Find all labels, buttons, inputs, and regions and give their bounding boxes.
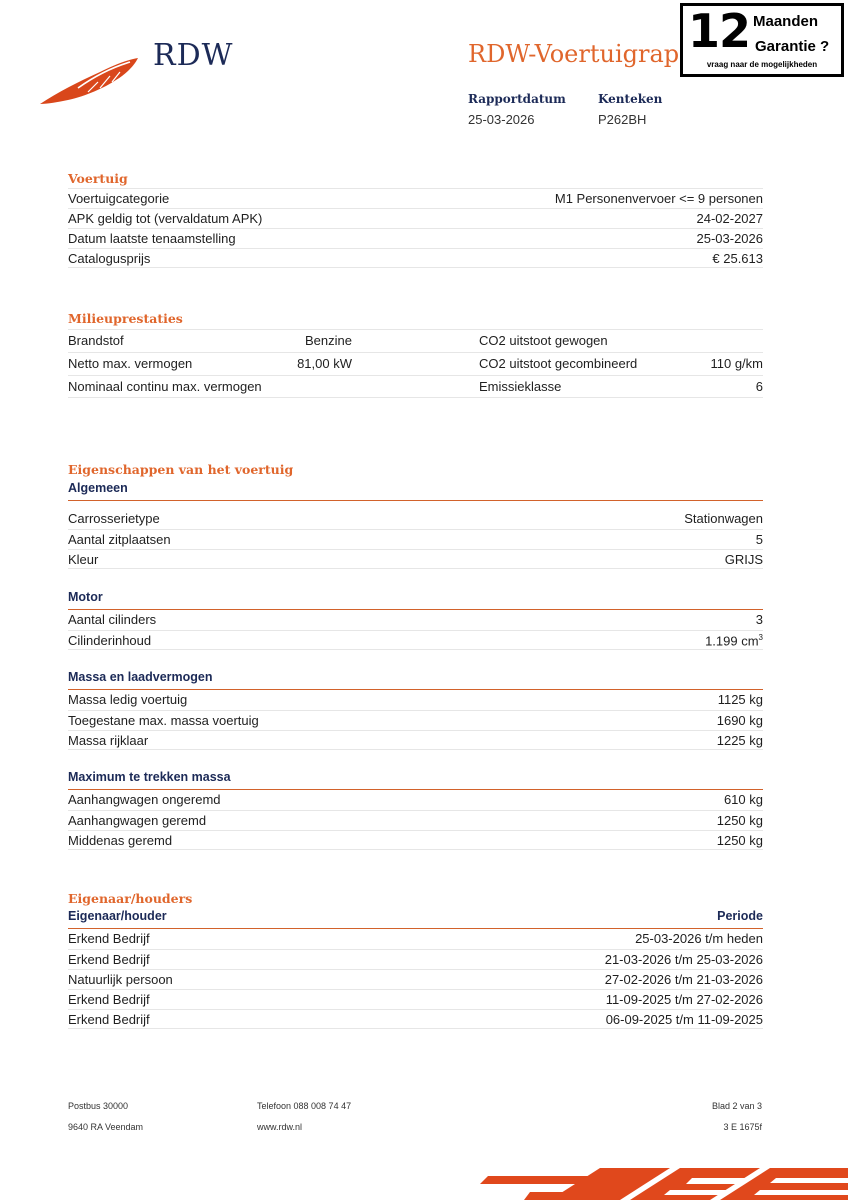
row-label: Middenas geremd	[68, 833, 173, 848]
table-row	[68, 529, 763, 549]
table-row	[68, 375, 763, 398]
row-label: Aantal zitplaatsen	[68, 532, 171, 547]
row-label: Catalogusprijs	[68, 251, 151, 266]
badge-line1: Maanden	[753, 13, 819, 30]
row-label: Toegestane max. massa voertuig	[68, 713, 259, 728]
row-value: € 25.613	[712, 251, 763, 266]
row-value: 5	[755, 532, 763, 547]
kenteken-value: P262BH	[598, 112, 647, 127]
row-label: Aantal cilinders	[68, 612, 157, 627]
row-value: 1250 kg	[716, 833, 763, 848]
report-title: RDW-Voertuigrap	[468, 40, 680, 68]
rapportdatum-value: 25-03-2026	[468, 112, 535, 127]
row-value: 110 g/km	[710, 356, 763, 371]
row-value: 6	[755, 379, 763, 394]
subheading-motor	[68, 590, 763, 610]
section-eigenaar: Eigenaar/houders	[68, 891, 193, 906]
row-label: Voertuigcategorie	[68, 191, 170, 206]
table-row	[68, 710, 763, 730]
row-label: CO2 uitstoot gecombineerd	[479, 356, 638, 371]
table-row	[68, 690, 763, 710]
section-milieuprestaties: Milieuprestaties	[68, 311, 183, 326]
table-row	[68, 969, 763, 989]
decorative-stripes-icon	[470, 1160, 848, 1200]
kenteken-label: Kenteken	[598, 92, 663, 106]
table-row	[68, 949, 763, 969]
footer-city: 9640 RA Veendam	[68, 1122, 144, 1132]
warranty-badge	[680, 3, 844, 77]
row-label: Cilinderinhoud	[68, 633, 152, 648]
badge-line3: vraag naar de mogelijkheden	[706, 60, 818, 69]
row-label: APK geldig tot (vervaldatum APK)	[68, 211, 263, 226]
rdw-logo	[38, 38, 238, 110]
rdw-feather-icon	[38, 52, 140, 108]
row-value: 3	[755, 612, 763, 627]
table-row	[68, 610, 763, 630]
footer-postbus: Postbus 30000	[68, 1101, 129, 1111]
table-row	[68, 1009, 763, 1029]
row-value-with-sup	[705, 633, 763, 648]
row-label: CO2 uitstoot gewogen	[479, 333, 608, 348]
row-value: Stationwagen	[684, 511, 763, 526]
badge-line2: Garantie ?	[755, 38, 830, 55]
row-value: 11-09-2025 t/m 27-02-2026	[605, 992, 763, 1007]
row-value: 27-02-2026 t/m 21-03-2026	[604, 972, 763, 987]
badge-number: 12	[688, 4, 751, 58]
table-row	[68, 248, 763, 268]
row-value: 610 kg	[723, 792, 763, 807]
row-value: 1690 kg	[716, 713, 763, 728]
row-value: 1225 kg	[716, 733, 763, 748]
row-label: Aanhangwagen ongeremd	[68, 792, 221, 807]
row-value: 25-03-2026	[696, 231, 763, 246]
table-row	[68, 790, 763, 810]
table-row	[68, 989, 763, 1009]
column-header-eigenaar: Eigenaar/houder	[68, 909, 167, 923]
section-voertuig: Voertuig	[68, 171, 128, 186]
footer-phone: Telefoon 088 008 74 47	[257, 1101, 352, 1111]
table-row	[68, 730, 763, 750]
row-value: 1125 kg	[717, 692, 763, 707]
row-label: Netto max. vermogen	[68, 356, 193, 371]
table-row	[68, 830, 763, 850]
subheading-trekken	[68, 770, 763, 790]
footer-page: Blad 2 van 3	[711, 1101, 762, 1111]
subheading-label: Motor	[68, 590, 103, 604]
row-value: M1 Personenvervoer <= 9 personen	[554, 191, 763, 206]
row-value: 81,00 kW	[297, 356, 352, 371]
row-label: Natuurlijk persoon	[68, 972, 173, 987]
row-label: Kleur	[68, 552, 99, 567]
row-value: 06-09-2025 t/m 11-09-2025	[605, 1012, 763, 1027]
kenteken-block	[598, 92, 662, 127]
subheading-label: Maximum te trekken massa	[68, 770, 231, 784]
table-row	[68, 208, 763, 228]
table-row	[68, 352, 763, 375]
row-label: Carrosserietype	[68, 511, 160, 526]
section-eigenschappen: Eigenschappen van het voertuig	[68, 462, 294, 477]
table-row	[68, 630, 763, 650]
footer-web[interactable]: www.rdw.nl	[257, 1122, 303, 1132]
subheading-label: Algemeen	[68, 481, 128, 495]
rapportdatum-block	[468, 92, 566, 127]
table-row	[68, 549, 763, 569]
row-label: Emissieklasse	[479, 379, 562, 394]
subheading-label: Massa en laadvermogen	[68, 670, 213, 684]
table-row	[68, 188, 763, 208]
row-label: Massa ledig voertuig	[68, 692, 188, 707]
row-label: Erkend Bedrijf	[68, 1012, 150, 1027]
table-row	[68, 329, 763, 352]
row-label: Erkend Bedrijf	[68, 992, 150, 1007]
row-value: Benzine	[305, 333, 352, 348]
row-label: Erkend Bedrijf	[68, 931, 150, 946]
column-header-periode: Periode	[717, 909, 763, 923]
row-value: 25-03-2026 t/m heden	[635, 931, 763, 946]
row-value: 21-03-2026 t/m 25-03-2026	[604, 952, 763, 967]
row-label: Datum laatste tenaamstelling	[68, 231, 236, 246]
row-label: Nominaal continu max. vermogen	[68, 379, 262, 394]
row-label: Erkend Bedrijf	[68, 952, 150, 967]
row-label: Massa rijklaar	[68, 733, 149, 748]
table-row	[68, 810, 763, 830]
rapportdatum-label: Rapportdatum	[468, 92, 566, 106]
table-row	[68, 228, 763, 248]
row-label: Brandstof	[68, 333, 124, 348]
subheading-eigenaar	[68, 909, 763, 929]
row-label: Aanhangwagen geremd	[68, 813, 207, 828]
row-value: 24-02-2027	[696, 211, 763, 226]
logo-text: RDW	[153, 38, 234, 73]
row-value: 1.199 cm	[705, 633, 759, 649]
subheading-algemeen	[68, 481, 763, 501]
row-value: GRIJS	[724, 552, 763, 567]
table-row	[68, 929, 763, 949]
unit-superscript: 3	[758, 633, 763, 642]
table-row	[68, 509, 763, 529]
footer-code: 3 E 1675f	[723, 1122, 762, 1132]
row-value: 1250 kg	[716, 813, 763, 828]
subheading-massa	[68, 670, 763, 690]
